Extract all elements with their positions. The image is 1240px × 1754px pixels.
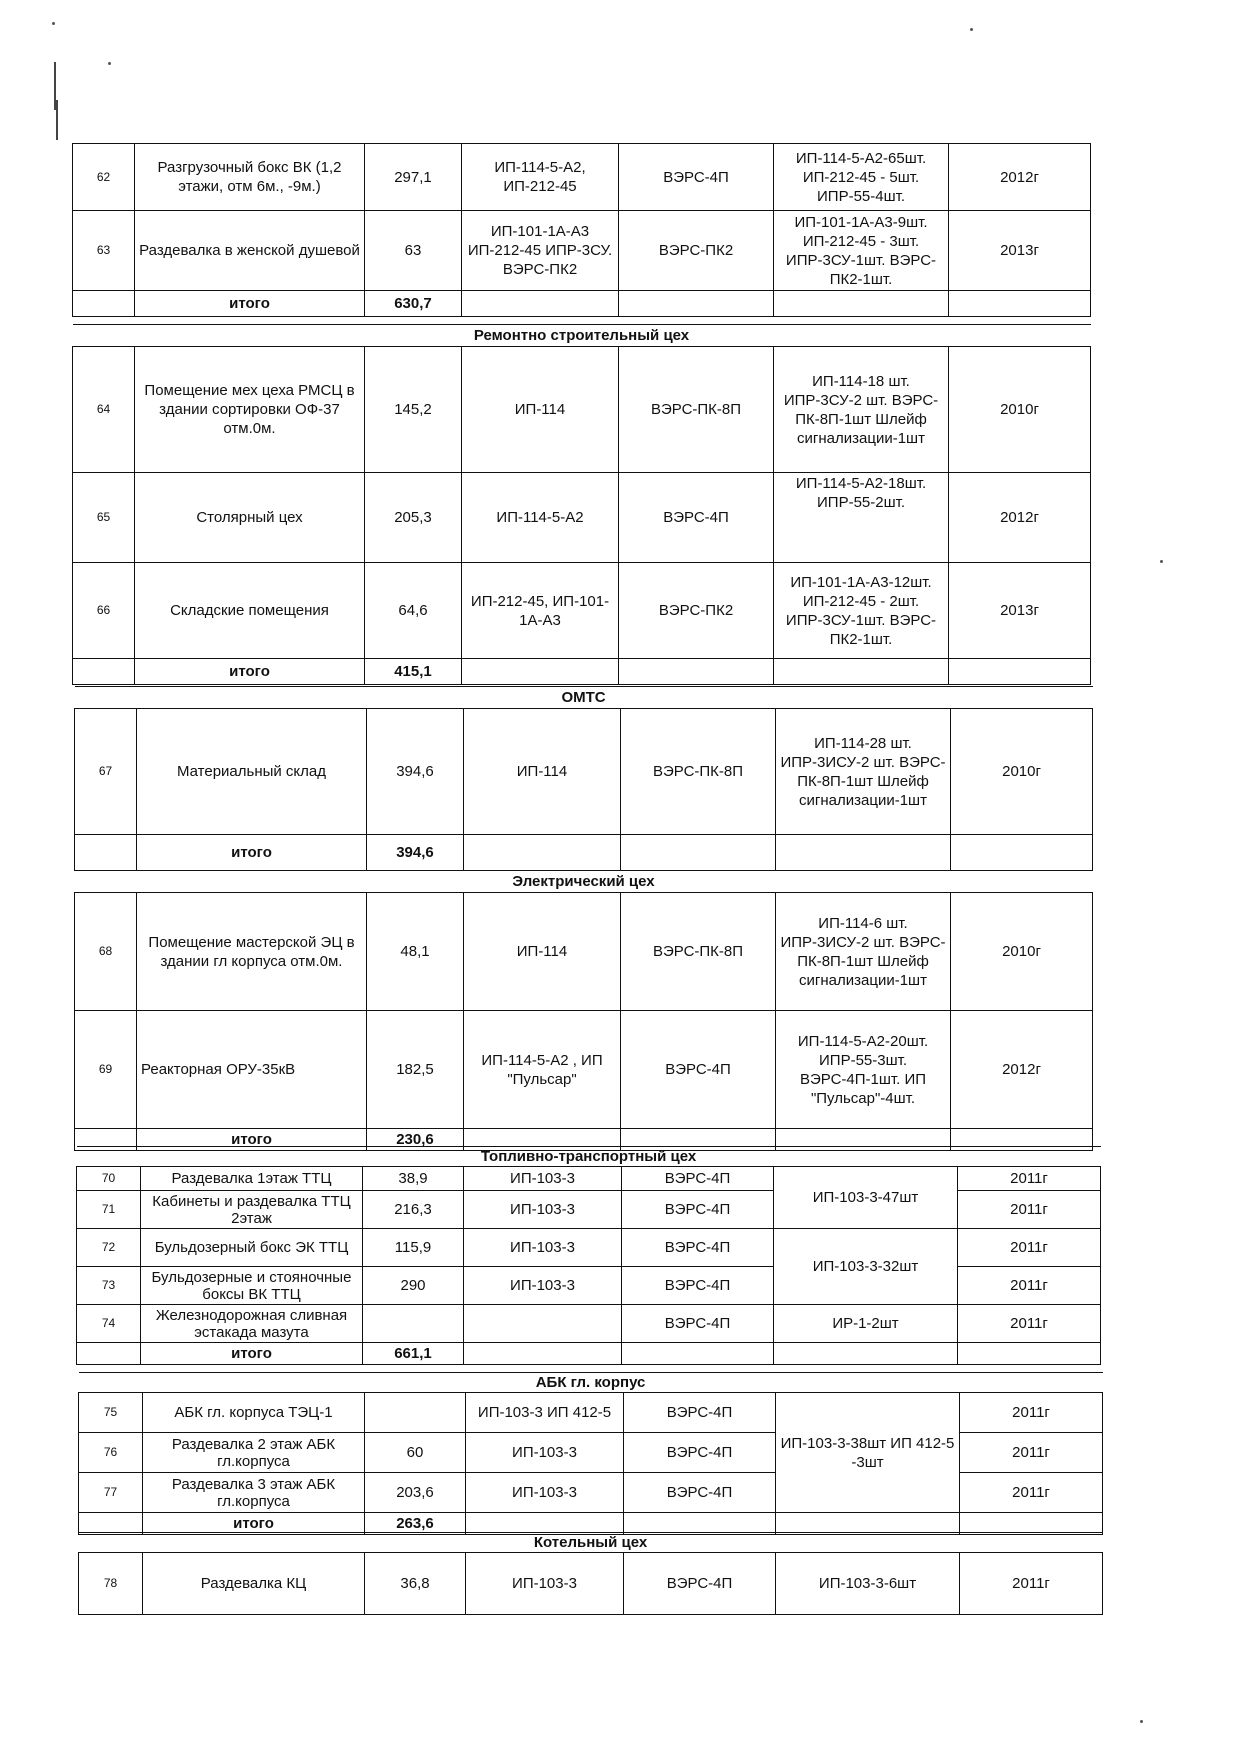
install-year: 2013г	[949, 211, 1091, 291]
total-label: итого	[137, 835, 367, 871]
total-area: 661,1	[363, 1343, 464, 1365]
room-name: Раздевалка 3 этаж АБК гл.корпуса	[143, 1473, 365, 1513]
table-row	[77, 1305, 1101, 1343]
install-year: 2010г	[951, 709, 1093, 835]
install-year: 2011г	[958, 1167, 1101, 1191]
equipment-table-block-6	[78, 1372, 1103, 1535]
section-title: Электрический цех	[75, 871, 1093, 893]
detector-type: ИП-114	[462, 347, 619, 473]
row-number: 70	[77, 1167, 141, 1191]
room-area: 297,1	[365, 144, 462, 211]
total-label: итого	[137, 1129, 367, 1151]
row-number: 63	[73, 211, 135, 291]
row-number: 66	[73, 563, 135, 659]
room-name: Раздевалка КЦ	[143, 1553, 365, 1615]
section-header-row	[77, 1147, 1101, 1167]
control-device: ВЭРС-4П	[619, 473, 774, 563]
room-area: 64,6	[365, 563, 462, 659]
total-row	[77, 1343, 1101, 1365]
control-device: ВЭРС-4П	[624, 1393, 776, 1433]
equipment-table-block-4	[74, 870, 1093, 1151]
room-area: 394,6	[367, 709, 464, 835]
total-row	[73, 291, 1091, 317]
room-name: Железнодорожная сливная эстакада мазута	[141, 1305, 363, 1343]
room-area: 48,1	[367, 893, 464, 1011]
equipment-quantity: ИП-103-3-32шт	[774, 1229, 958, 1305]
table-row	[73, 347, 1091, 473]
detector-type: ИП-103-3	[464, 1229, 622, 1267]
room-area: 182,5	[367, 1011, 464, 1129]
detector-type: ИП-103-3	[466, 1433, 624, 1473]
table-row	[73, 211, 1091, 291]
table-row	[79, 1393, 1103, 1433]
install-year: 2013г	[949, 563, 1091, 659]
equipment-quantity: ИП-114-18 шт. ИПР-3СУ-2 шт. ВЭРС-ПК-8П-1шт Шлейф сигнализации-1шт	[774, 347, 949, 473]
detector-type: ИП-101-1А-А3 ИП-212-45 ИПР-3СУ. ВЭРС-ПК2	[462, 211, 619, 291]
table-row	[75, 1011, 1093, 1129]
room-name: Раздевалка 1этаж ТТЦ	[141, 1167, 363, 1191]
total-label: итого	[135, 659, 365, 685]
total-row	[73, 659, 1091, 685]
install-year: 2011г	[958, 1191, 1101, 1229]
detector-type: ИП-114	[464, 893, 621, 1011]
section-header-row	[75, 871, 1093, 893]
control-device: ВЭРС-4П	[622, 1229, 774, 1267]
row-number: 77	[79, 1473, 143, 1513]
control-device: ВЭРС-4П	[622, 1191, 774, 1229]
total-label: итого	[143, 1513, 365, 1535]
scan-margin-line	[56, 100, 58, 140]
table-row	[75, 893, 1093, 1011]
row-number: 73	[77, 1267, 141, 1305]
detector-type: ИП-114-5-А2, ИП-212-45	[462, 144, 619, 211]
control-device: ВЭРС-4П	[624, 1473, 776, 1513]
install-year: 2011г	[958, 1267, 1101, 1305]
table-row	[79, 1553, 1103, 1615]
section-header-row	[73, 325, 1091, 347]
total-area: 230,6	[367, 1129, 464, 1151]
install-year: 2010г	[949, 347, 1091, 473]
room-name: АБК гл. корпуса ТЭЦ-1	[143, 1393, 365, 1433]
total-area: 394,6	[367, 835, 464, 871]
row-number: 72	[77, 1229, 141, 1267]
row-number: 76	[79, 1433, 143, 1473]
row-number: 78	[79, 1553, 143, 1615]
room-area: 60	[365, 1433, 466, 1473]
room-name: Кабинеты и раздевалка ТТЦ 2этаж	[141, 1191, 363, 1229]
room-area	[365, 1393, 466, 1433]
total-row	[75, 835, 1093, 871]
row-number: 64	[73, 347, 135, 473]
room-name: Бульдозерный бокс ЭК ТТЦ	[141, 1229, 363, 1267]
equipment-table-block-7	[78, 1532, 1103, 1615]
section-title: Ремонтно строительный цех	[73, 325, 1091, 347]
section-title: ОМТС	[75, 687, 1093, 709]
table-row	[77, 1229, 1101, 1267]
install-year: 2011г	[960, 1473, 1103, 1513]
equipment-quantity: ИП-114-28 шт. ИПР-3ИСУ-2 шт. ВЭРС-ПК-8П-1шт Шлейф сигнализации-1шт	[776, 709, 951, 835]
control-device: ВЭРС-4П	[622, 1305, 774, 1343]
row-number: 62	[73, 144, 135, 211]
control-device: ВЭРС-4П	[622, 1167, 774, 1191]
table-row	[73, 563, 1091, 659]
control-device: ВЭРС-4П	[624, 1433, 776, 1473]
room-area: 145,2	[365, 347, 462, 473]
equipment-quantity: ИП-101-1А-А3-12шт. ИП-212-45 - 2шт. ИПР-3СУ-1шт. ВЭРС-ПК2-1шт.	[774, 563, 949, 659]
equipment-quantity: ИР-1-2шт	[774, 1305, 958, 1343]
room-name: Столярный цех	[135, 473, 365, 563]
control-device: ВЭРС-ПК-8П	[621, 893, 776, 1011]
detector-type: ИП-114	[464, 709, 621, 835]
room-name: Бульдозерные и стояночные боксы ВК ТТЦ	[141, 1267, 363, 1305]
detector-type: ИП-114-5-А2 , ИП "Пульсар"	[464, 1011, 621, 1129]
room-name: Разгрузочный бокс ВК (1,2 этажи, отм 6м., -9м.)	[135, 144, 365, 211]
install-year: 2012г	[951, 1011, 1093, 1129]
room-name: Помещение мех цеха РМСЦ в здании сортировки ОФ-37 отм.0м.	[135, 347, 365, 473]
table-row	[73, 144, 1091, 211]
equipment-quantity: ИП-114-6 шт. ИПР-3ИСУ-2 шт. ВЭРС-ПК-8П-1шт Шлейф сигнализации-1шт	[776, 893, 951, 1011]
scan-speck	[970, 28, 973, 31]
row-number: 75	[79, 1393, 143, 1433]
equipment-quantity: ИП-103-3-6шт	[776, 1553, 960, 1615]
install-year: 2012г	[949, 144, 1091, 211]
detector-type: ИП-103-3	[466, 1553, 624, 1615]
install-year: 2011г	[960, 1433, 1103, 1473]
control-device: ВЭРС-ПК2	[619, 211, 774, 291]
equipment-quantity: ИП-114-5-А2-65шт. ИП-212-45 - 5шт. ИПР-55-4шт.	[774, 144, 949, 211]
equipment-table-block-3	[74, 686, 1093, 871]
equipment-table-block-5	[76, 1146, 1101, 1365]
total-label: итого	[135, 291, 365, 317]
equipment-table-block-1	[72, 143, 1091, 317]
scan-speck	[108, 62, 111, 65]
section-header-row	[79, 1373, 1103, 1393]
room-area: 290	[363, 1267, 464, 1305]
row-number: 69	[75, 1011, 137, 1129]
section-header-row	[79, 1533, 1103, 1553]
scan-speck	[52, 22, 55, 25]
install-year: 2011г	[958, 1229, 1101, 1267]
control-device: ВЭРС-4П	[619, 144, 774, 211]
table-row	[73, 473, 1091, 563]
control-device: ВЭРС-4П	[621, 1011, 776, 1129]
install-year: 2010г	[951, 893, 1093, 1011]
row-number: 68	[75, 893, 137, 1011]
control-device: ВЭРС-4П	[622, 1267, 774, 1305]
room-area: 38,9	[363, 1167, 464, 1191]
detector-type: ИП-103-3	[464, 1167, 622, 1191]
detector-type	[464, 1305, 622, 1343]
control-device: ВЭРС-ПК2	[619, 563, 774, 659]
row-number: 74	[77, 1305, 141, 1343]
table-row	[77, 1167, 1101, 1191]
equipment-quantity: ИП-101-1А-А3-9шт. ИП-212-45 - 3шт. ИПР-3СУ-1шт. ВЭРС-ПК2-1шт.	[774, 211, 949, 291]
install-year: 2011г	[960, 1553, 1103, 1615]
control-device: ВЭРС-4П	[624, 1553, 776, 1615]
detector-type: ИП-114-5-А2	[462, 473, 619, 563]
install-year: 2011г	[958, 1305, 1101, 1343]
total-area: 263,6	[365, 1513, 466, 1535]
room-area: 63	[365, 211, 462, 291]
section-title: Топливно-транспортный цех	[77, 1147, 1101, 1167]
room-name: Складские помещения	[135, 563, 365, 659]
install-year: 2011г	[960, 1393, 1103, 1433]
room-area: 216,3	[363, 1191, 464, 1229]
room-area	[363, 1305, 464, 1343]
section-title: АБК гл. корпус	[79, 1373, 1103, 1393]
row-number: 71	[77, 1191, 141, 1229]
install-year: 2012г	[949, 473, 1091, 563]
equipment-table-block-2	[72, 324, 1091, 685]
room-name: Раздевалка в женской душевой	[135, 211, 365, 291]
detector-type: ИП-103-3	[464, 1191, 622, 1229]
detector-type: ИП-103-3 ИП 412-5	[466, 1393, 624, 1433]
equipment-quantity: ИП-114-5-А2-20шт. ИПР-55-3шт. ВЭРС-4П-1шт. ИП "Пульсар"-4шт.	[776, 1011, 951, 1129]
room-area: 203,6	[365, 1473, 466, 1513]
detector-type: ИП-212-45, ИП-101-1А-А3	[462, 563, 619, 659]
equipment-quantity: ИП-103-3-38шт ИП 412-5 -3шт	[776, 1393, 960, 1513]
control-device: ВЭРС-ПК-8П	[619, 347, 774, 473]
section-header-row	[75, 687, 1093, 709]
section-title: Котельный цех	[79, 1533, 1103, 1553]
table-row	[75, 709, 1093, 835]
total-area: 630,7	[365, 291, 462, 317]
row-number: 67	[75, 709, 137, 835]
control-device: ВЭРС-ПК-8П	[621, 709, 776, 835]
row-number: 65	[73, 473, 135, 563]
total-area: 415,1	[365, 659, 462, 685]
room-area: 36,8	[365, 1553, 466, 1615]
scan-speck	[1140, 1720, 1143, 1723]
equipment-quantity: ИП-103-3-47шт	[774, 1167, 958, 1229]
detector-type: ИП-103-3	[466, 1473, 624, 1513]
room-name: Помещение мастерской ЭЦ в здании гл корпуса отм.0м.	[137, 893, 367, 1011]
detector-type: ИП-103-3	[464, 1267, 622, 1305]
room-name: Материальный склад	[137, 709, 367, 835]
scan-speck	[1160, 560, 1163, 563]
room-area: 115,9	[363, 1229, 464, 1267]
room-area: 205,3	[365, 473, 462, 563]
room-name: Реакторная ОРУ-35кВ	[137, 1011, 367, 1129]
total-label: итого	[141, 1343, 363, 1365]
room-name: Раздевалка 2 этаж АБК гл.корпуса	[143, 1433, 365, 1473]
equipment-quantity: ИП-114-5-А2-18шт. ИПР-55-2шт.	[774, 473, 949, 563]
